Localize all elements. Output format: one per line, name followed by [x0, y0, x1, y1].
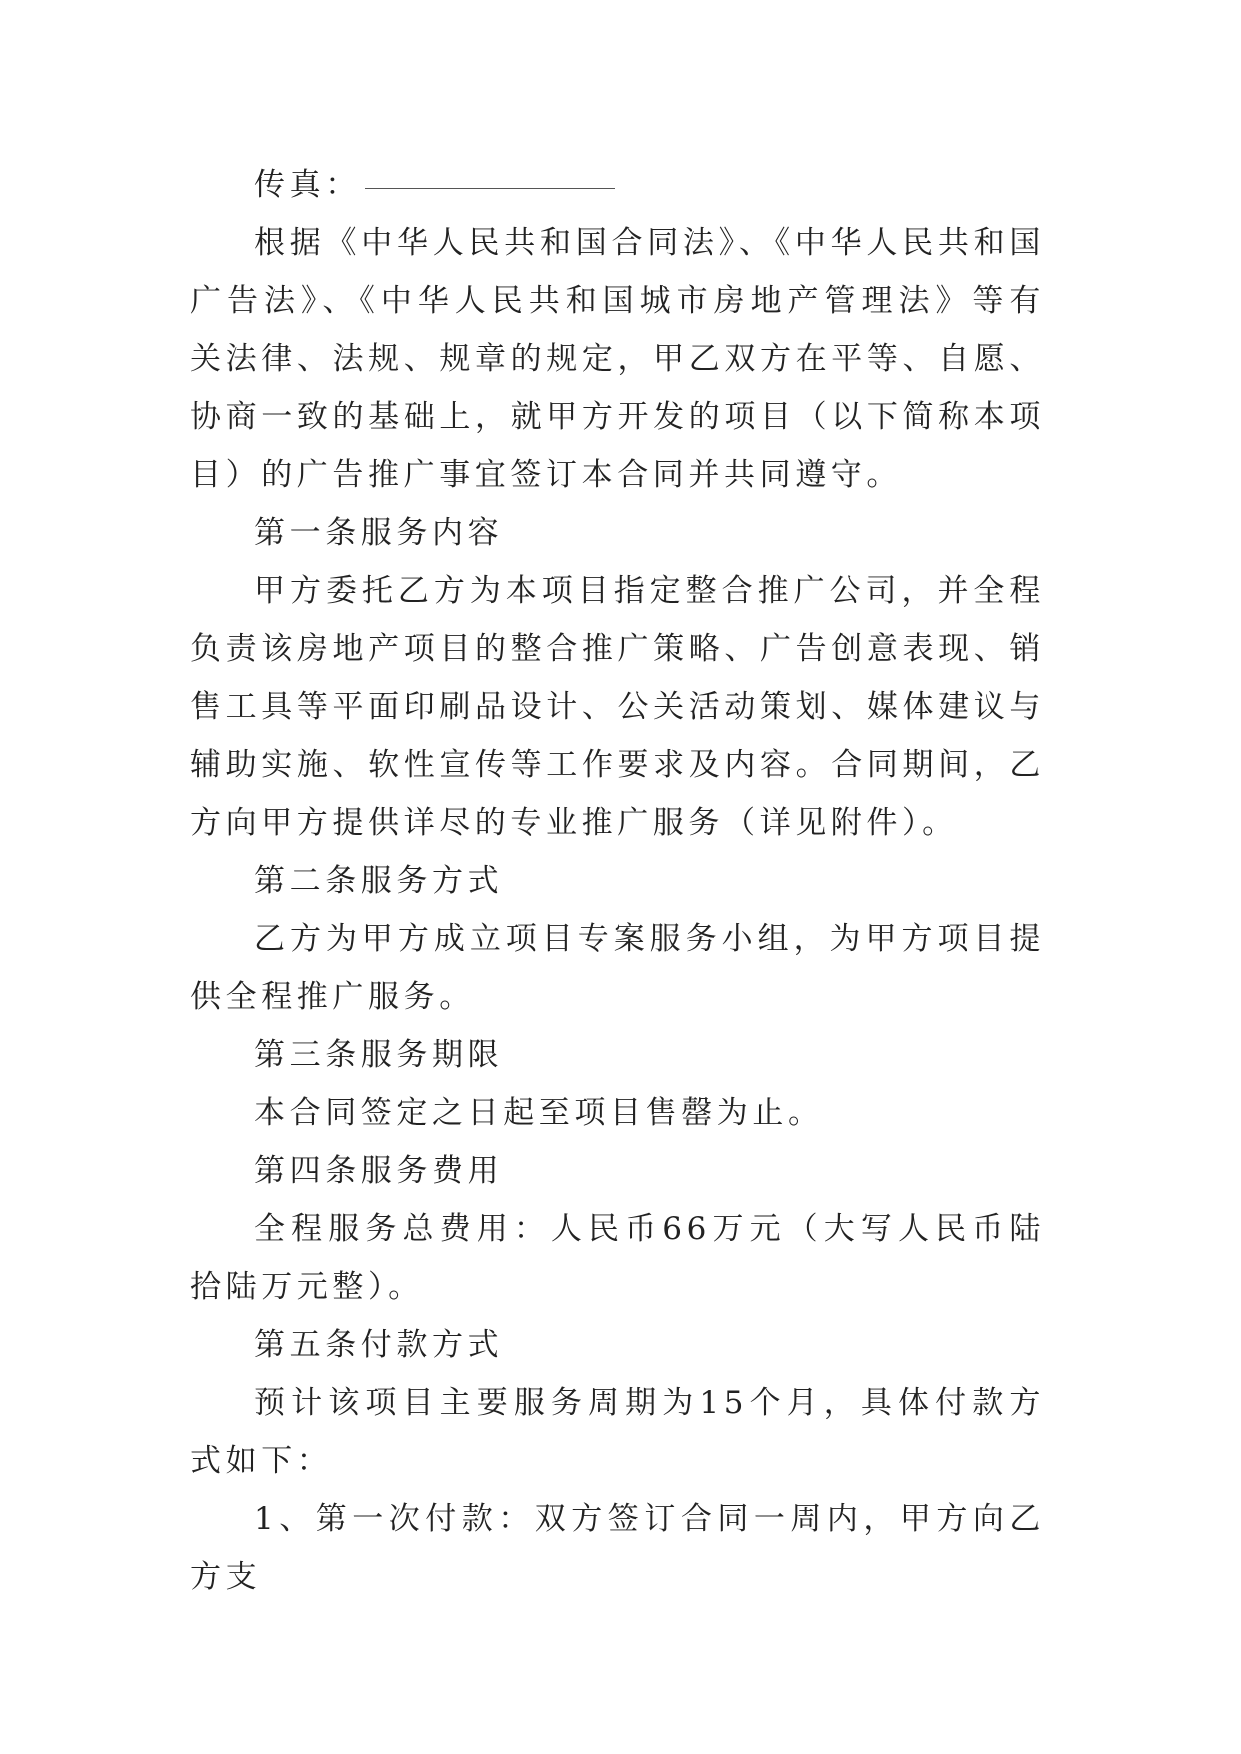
- paragraph-article-3: 本合同签定之日起至项目售罄为止。: [254, 1095, 824, 1131]
- fax-line: [190, 156, 1045, 214]
- fax-blank-field: [365, 156, 615, 189]
- paragraph-article-1: 甲方委托乙方为本项目指定整合推广公司，并全程负责该房地产项目的整合推广策略、广告创意表现、销售工具等平面印刷品设计、公关活动策划、媒体建议与辅助实施、软性宣传等工作要求及内容。合同期间，乙方向甲方提供详尽的专业推广服务（详见附件）。: [190, 573, 1045, 841]
- heading-article-4: 第四条服务费用: [254, 1153, 504, 1189]
- document-body: [190, 156, 1045, 1606]
- paragraph-preamble: 根据《中华人民共和国合同法》、《中华人民共和国广告法》、《中华人民共和国城市房地产管理法》等有关法律、法规、规章的规定，甲乙双方在平等、自愿、协商一致的基础上，就甲方开发的项目（以下简称本项目）的广告推广事宜签订本合同并共同遵守。: [190, 225, 1045, 493]
- paragraph-payment-1: 1、第一次付款：双方签订合同一周内，甲方向乙方支: [190, 1501, 1045, 1595]
- paragraph-article-5: 预计该项目主要服务周期为15个月，具体付款方式如下：: [190, 1385, 1045, 1479]
- fax-label: 传真：: [254, 167, 361, 203]
- paragraph-article-2: 乙方为甲方成立项目专案服务小组，为甲方项目提供全程推广服务。: [190, 921, 1045, 1015]
- heading-article-5: 第五条付款方式: [254, 1327, 504, 1363]
- heading-article-1: 第一条服务内容: [254, 515, 504, 551]
- heading-article-3: 第三条服务期限: [254, 1037, 504, 1073]
- paragraph-article-4: 全程服务总费用：人民币66万元（大写人民币陆拾陆万元整）。: [190, 1211, 1045, 1305]
- heading-article-2: 第二条服务方式: [254, 863, 504, 899]
